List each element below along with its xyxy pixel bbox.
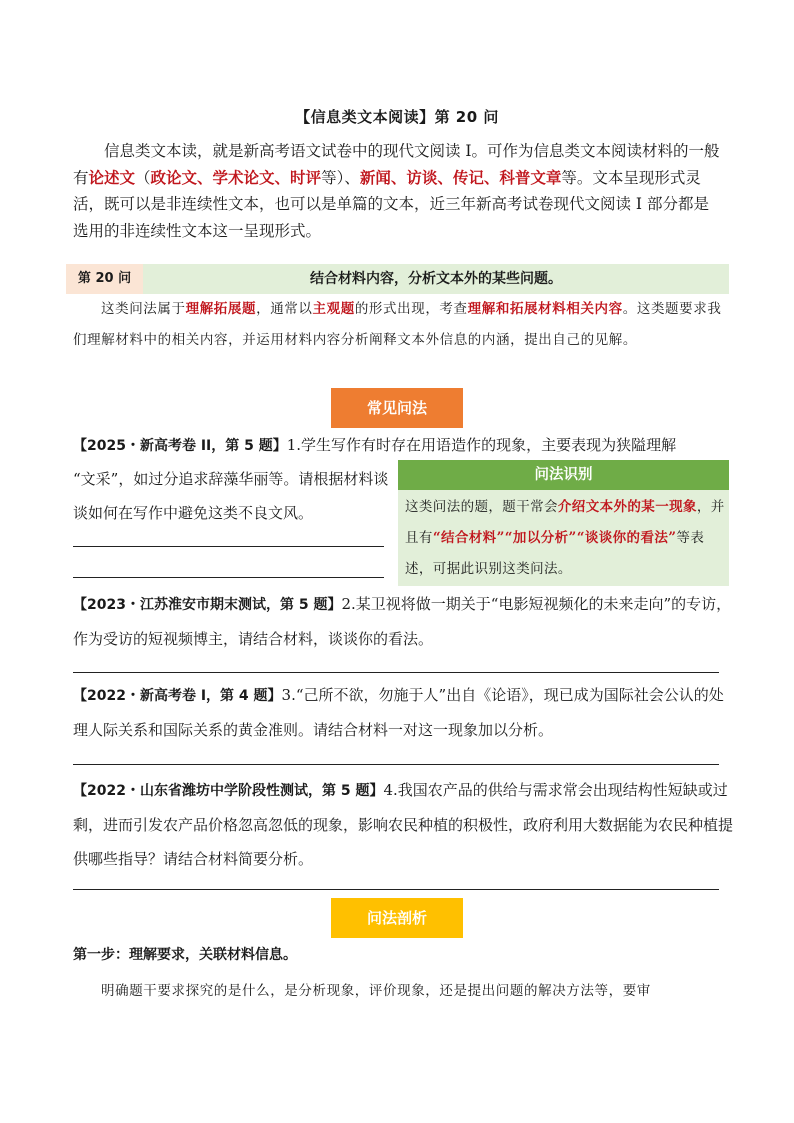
intro-highlight-1: 论述文 (88, 167, 136, 187)
question-2-text: 2.某卫视将做一期关于“电影短视频化的未来走向”的专访，作为受访的短视频博主，请结合材料，谈谈你的看法。 (73, 595, 732, 648)
intro-paragraph (73, 138, 723, 244)
identify-highlight-1: 介绍文本外的某一现象 (557, 499, 697, 515)
intro-text-3: 等）、 (321, 168, 360, 187)
answer-line (73, 889, 719, 890)
question-3-source: 【2022・新高考卷 I，第 4 题】 (73, 688, 282, 704)
desc-text-4: 。这类题要求我们理解材料中的相关内容，并运用材料内容分析阐释文本外信息的内涵，提出自己的见解。 (73, 301, 722, 348)
section-heading-question-analysis: 问法剖析 (331, 898, 463, 938)
intro-highlight-3: 新闻、访谈、传记、科普文章 (359, 167, 562, 187)
question-2-source: 【2023・江苏淮安市期末测试，第 5 题】 (73, 597, 342, 613)
identify-text-1: 这类问法的题，题干常会 (405, 499, 558, 515)
question-2 (73, 587, 733, 656)
answer-line (73, 764, 719, 765)
desc-text-2: ，通常以 (256, 301, 313, 317)
step-1-heading: 第一步：理解要求，关联材料信息。 (73, 947, 297, 963)
desc-highlight-1: 理解拓展题 (185, 301, 257, 317)
answer-line (73, 672, 719, 673)
desc-text-1: 这类问法属于 (101, 301, 186, 317)
identify-text-2: ，并且有 (405, 499, 725, 546)
question-1-text-a: 1.学生写作有时存在用语造作的现象，主要表现为狭隘理解 (286, 436, 677, 454)
description-paragraph (73, 294, 723, 356)
desc-highlight-2: 主观题 (312, 301, 355, 317)
answer-line (73, 546, 384, 547)
intro-text-4: 等。文本呈现形式灵活，既可以是非连续性文本，也可以是单篇的文本，近三年新高考试卷现代文阅读 I 部分都是选用的非连续性文本这一呈现形式。 (73, 168, 709, 240)
question-1-continuation (73, 462, 391, 530)
intro-text-2: （ (135, 168, 151, 187)
question-4-source: 【2022・山东省潍坊中学阶段性测试，第 5 题】 (73, 783, 384, 799)
section-heading-common-questions: 常见问法 (331, 388, 463, 428)
question-1-text-b: “文采”，如过分追求辞藻华丽等。请根据材料谈谈如何在写作中避免这类不良文风。 (73, 470, 389, 522)
intro-highlight-2: 政论文、学术论文、时评 (150, 167, 322, 187)
question-4 (73, 773, 733, 876)
question-1-source: 【2025・新高考卷 II，第 5 题】 (73, 438, 287, 454)
answer-line (73, 577, 384, 578)
identify-box-title: 问法识别 (398, 460, 729, 490)
question-3-text: 3.“己所不欲，勿施于人”出自《论语》，现已成为国际社会公认的处理人际关系和国际关系的黄金准则。请结合材料一对这一现象加以分析。 (73, 686, 724, 739)
question-bar-text: 结合材料内容，分析文本外的某些问题。 (310, 271, 562, 287)
page-title: 【信息类文本阅读】第 20 问 (295, 108, 499, 126)
question-1-line1 (73, 428, 733, 463)
desc-highlight-3: 理解和拓展材料相关内容 (467, 301, 623, 317)
question-bar-label: 第 20 问 (66, 264, 143, 294)
identify-highlight-4: “谈谈你的看法” (576, 530, 677, 546)
desc-text-3: 的形式出现，考查 (354, 301, 468, 317)
step-1-text: 明确题干要求探究的是什么，是分析现象，评价现象，还是提出问题的解决方法等，要审 (101, 983, 651, 999)
identify-text-3: 等表述，可据此识别这类问法。 (405, 530, 705, 577)
identify-box-text (405, 492, 727, 585)
question-4-text: 4.我国农产品的供给与需求常会出现结构性短缺或过剩，进而引发农产品价格忽高忽低的现象，影响农民种植的积极性，政府利用大数据能为农民种植提供哪些指导？请结合材料简要分析。 (73, 781, 734, 868)
identify-highlight-3: “加以分析” (504, 530, 577, 546)
question-3 (73, 678, 733, 747)
identify-highlight-2: “结合材料” (432, 530, 505, 546)
intro-text-1: 信息类文本读，就是新高考语文试卷中的现代文阅读 I。可作为信息类文本阅读材料的一般有 (73, 142, 720, 187)
